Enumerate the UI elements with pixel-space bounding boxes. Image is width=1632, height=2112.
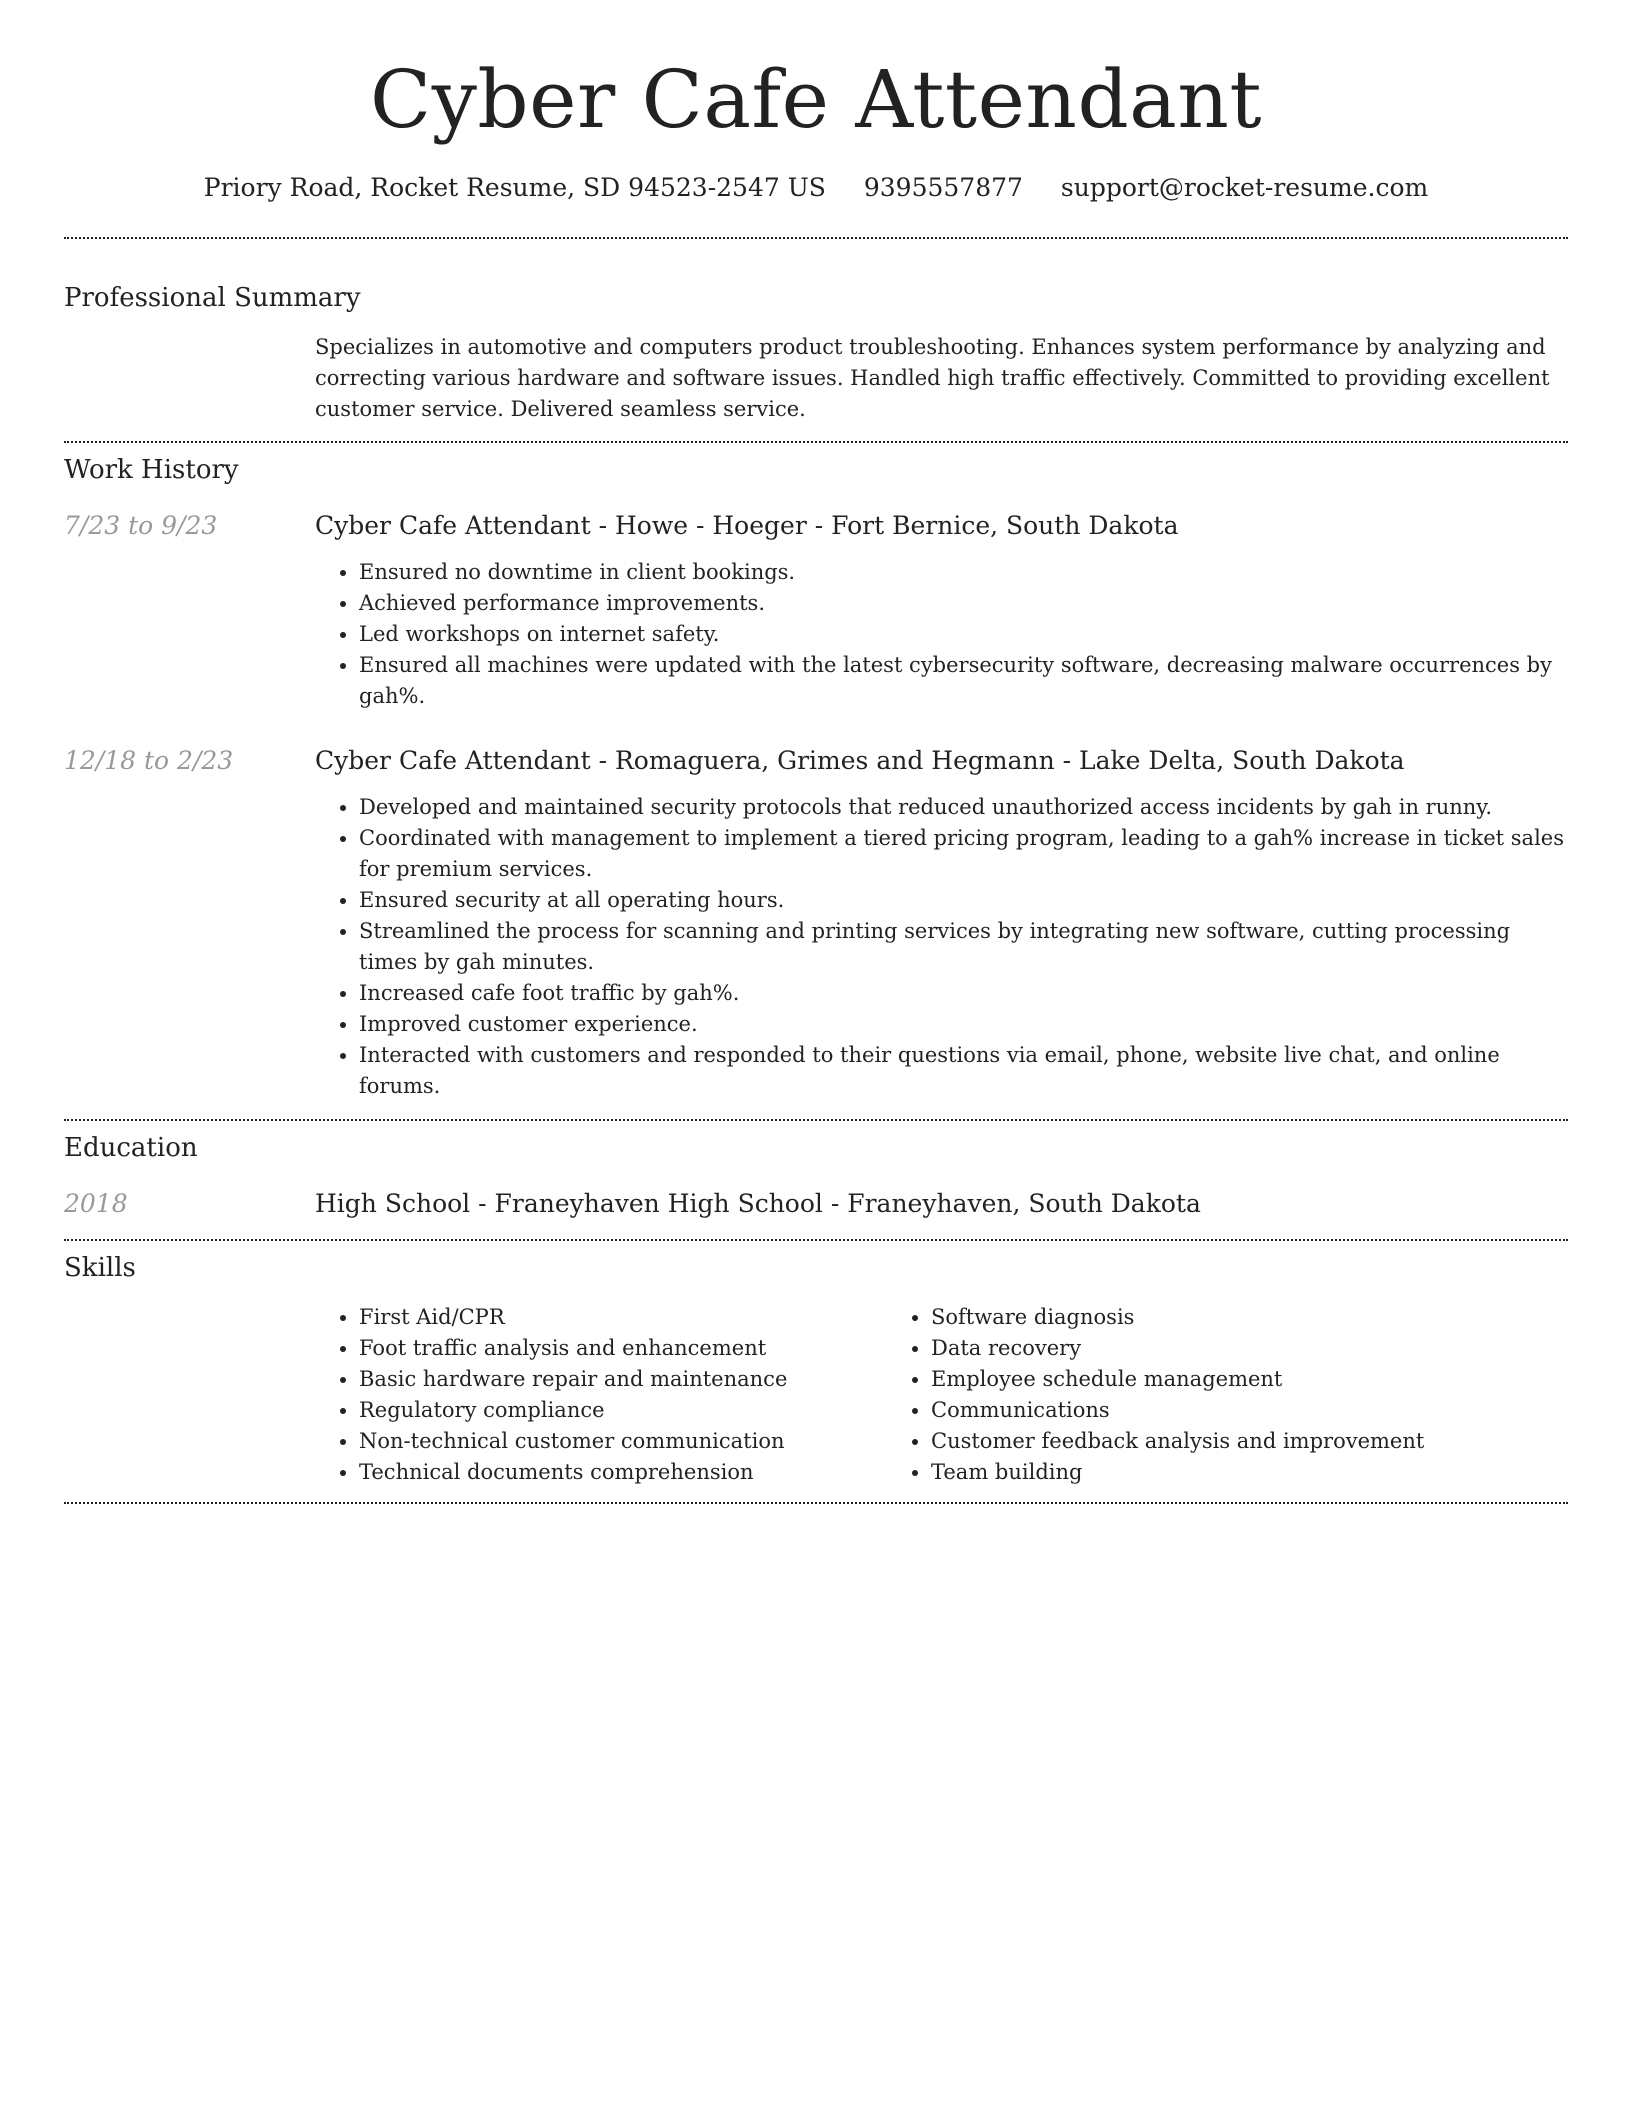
job-title: Cyber Cafe Attendant - Howe - Hoeger - Fort Bernice, South Dakota (315, 511, 1179, 540)
education-location: Franeyhaven, South Dakota (847, 1189, 1201, 1218)
address: Priory Road, Rocket Resume, SD 94523-2547 US (203, 173, 826, 202)
job-entry (64, 509, 1568, 712)
summary-body (315, 332, 1568, 425)
skill-item: • Employee schedule management (931, 1364, 1459, 1395)
job-body (315, 744, 1568, 1102)
skills-list-right (887, 1302, 1459, 1488)
section-title-education: Education (64, 1133, 198, 1163)
skill-item: • First Aid/CPR (359, 1302, 887, 1333)
skill-item: • Regulatory compliance (359, 1395, 887, 1426)
job-bullet: • Led workshops on internet safety. (359, 619, 1568, 650)
summary-text: Specializes in automotive and computers product troubleshooting. Enhances system performance by analyzing and correcting various hardware and software issues. Handled high traffic effectively. Committed to providing excellent customer service. Delivered seamless service. (315, 335, 1550, 421)
education-year: 2018 (64, 1189, 128, 1218)
summary-spacer (64, 332, 315, 425)
job-dates: 12/18 to 2/23 (64, 746, 234, 775)
job-bullet: • Coordinated with management to implement a tiered pricing program, leading to a gah% increase in ticket sales for premium services. (359, 823, 1568, 885)
skill-item: • Data recovery (931, 1333, 1459, 1364)
job-location: Lake Delta, South Dakota (1079, 746, 1405, 775)
job-body (315, 509, 1568, 712)
skill-item: • Technical documents comprehension (359, 1457, 887, 1488)
skill-item: • Foot traffic analysis and enhancement (359, 1333, 887, 1364)
divider (64, 441, 1568, 443)
skill-item: • Basic hardware repair and maintenance (359, 1364, 887, 1395)
job-bullets (315, 557, 1568, 712)
education-body (315, 1187, 1568, 1221)
skills-row (64, 1302, 1568, 1488)
email: support@rocket-resume.com (1060, 173, 1429, 202)
education-degree: High School (315, 1189, 471, 1218)
divider (64, 1502, 1568, 1504)
skill-item: • Customer feedback analysis and improvement (931, 1426, 1459, 1457)
job-bullet: • Ensured all machines were updated with the latest cybersecurity software, decreasing malware occurrences by gah%. (359, 650, 1568, 712)
skill-item: • Non-technical customer communication (359, 1426, 887, 1457)
job-bullet: • Ensured no downtime in client bookings. (359, 557, 1568, 588)
skills-spacer (64, 1302, 315, 1488)
job-bullet: • Interacted with customers and responded to their questions via email, phone, website live chat, and online forums. (359, 1040, 1568, 1102)
job-bullet: • Developed and maintained security protocols that reduced unauthorized access incidents by gah in runny. (359, 792, 1568, 823)
job-role: Cyber Cafe Attendant (315, 511, 591, 540)
skill-item: • Team building (931, 1457, 1459, 1488)
section-title-summary: Professional Summary (64, 283, 361, 313)
summary-row (64, 332, 1568, 425)
job-title: Cyber Cafe Attendant - Romaguera, Grimes and Hegmann - Lake Delta, South Dakota (315, 746, 1405, 775)
skill-item: • Software diagnosis (931, 1302, 1459, 1333)
job-location: Fort Bernice, South Dakota (831, 511, 1179, 540)
section-title-skills: Skills (64, 1253, 136, 1283)
job-bullet: • Ensured security at all operating hours. (359, 885, 1568, 916)
phone: 9395557877 (863, 173, 1023, 202)
contact-line (64, 172, 1568, 204)
skill-item: • Communications (931, 1395, 1459, 1426)
job-dates: 7/23 to 9/23 (64, 511, 218, 540)
skills-list-left (315, 1302, 887, 1488)
job-bullet: • Achieved performance improvements. (359, 588, 1568, 619)
job-bullet: • Improved customer experience. (359, 1009, 1568, 1040)
divider (64, 237, 1568, 239)
job-company: Howe - Hoeger (614, 511, 807, 540)
job-bullet: • Streamlined the process for scanning and printing services by integrating new software, cutting processing times by gah minutes. (359, 916, 1568, 978)
job-company: Romaguera, Grimes and Hegmann (614, 746, 1055, 775)
divider (64, 1239, 1568, 1241)
candidate-name: Cyber Cafe Attendant (369, 53, 1263, 146)
education-title: High School - Franeyhaven High School - Franeyhaven, South Dakota (315, 1189, 1201, 1218)
job-entry (64, 744, 1568, 1102)
divider (64, 1119, 1568, 1121)
skills-grid (315, 1302, 1568, 1488)
section-title-work: Work History (64, 455, 239, 485)
job-role: Cyber Cafe Attendant (315, 746, 591, 775)
job-bullets (315, 792, 1568, 1102)
job-bullet: • Increased cafe foot traffic by gah%. (359, 978, 1568, 1009)
education-school: Franeyhaven High School (494, 1189, 823, 1218)
education-entry (64, 1187, 1568, 1221)
